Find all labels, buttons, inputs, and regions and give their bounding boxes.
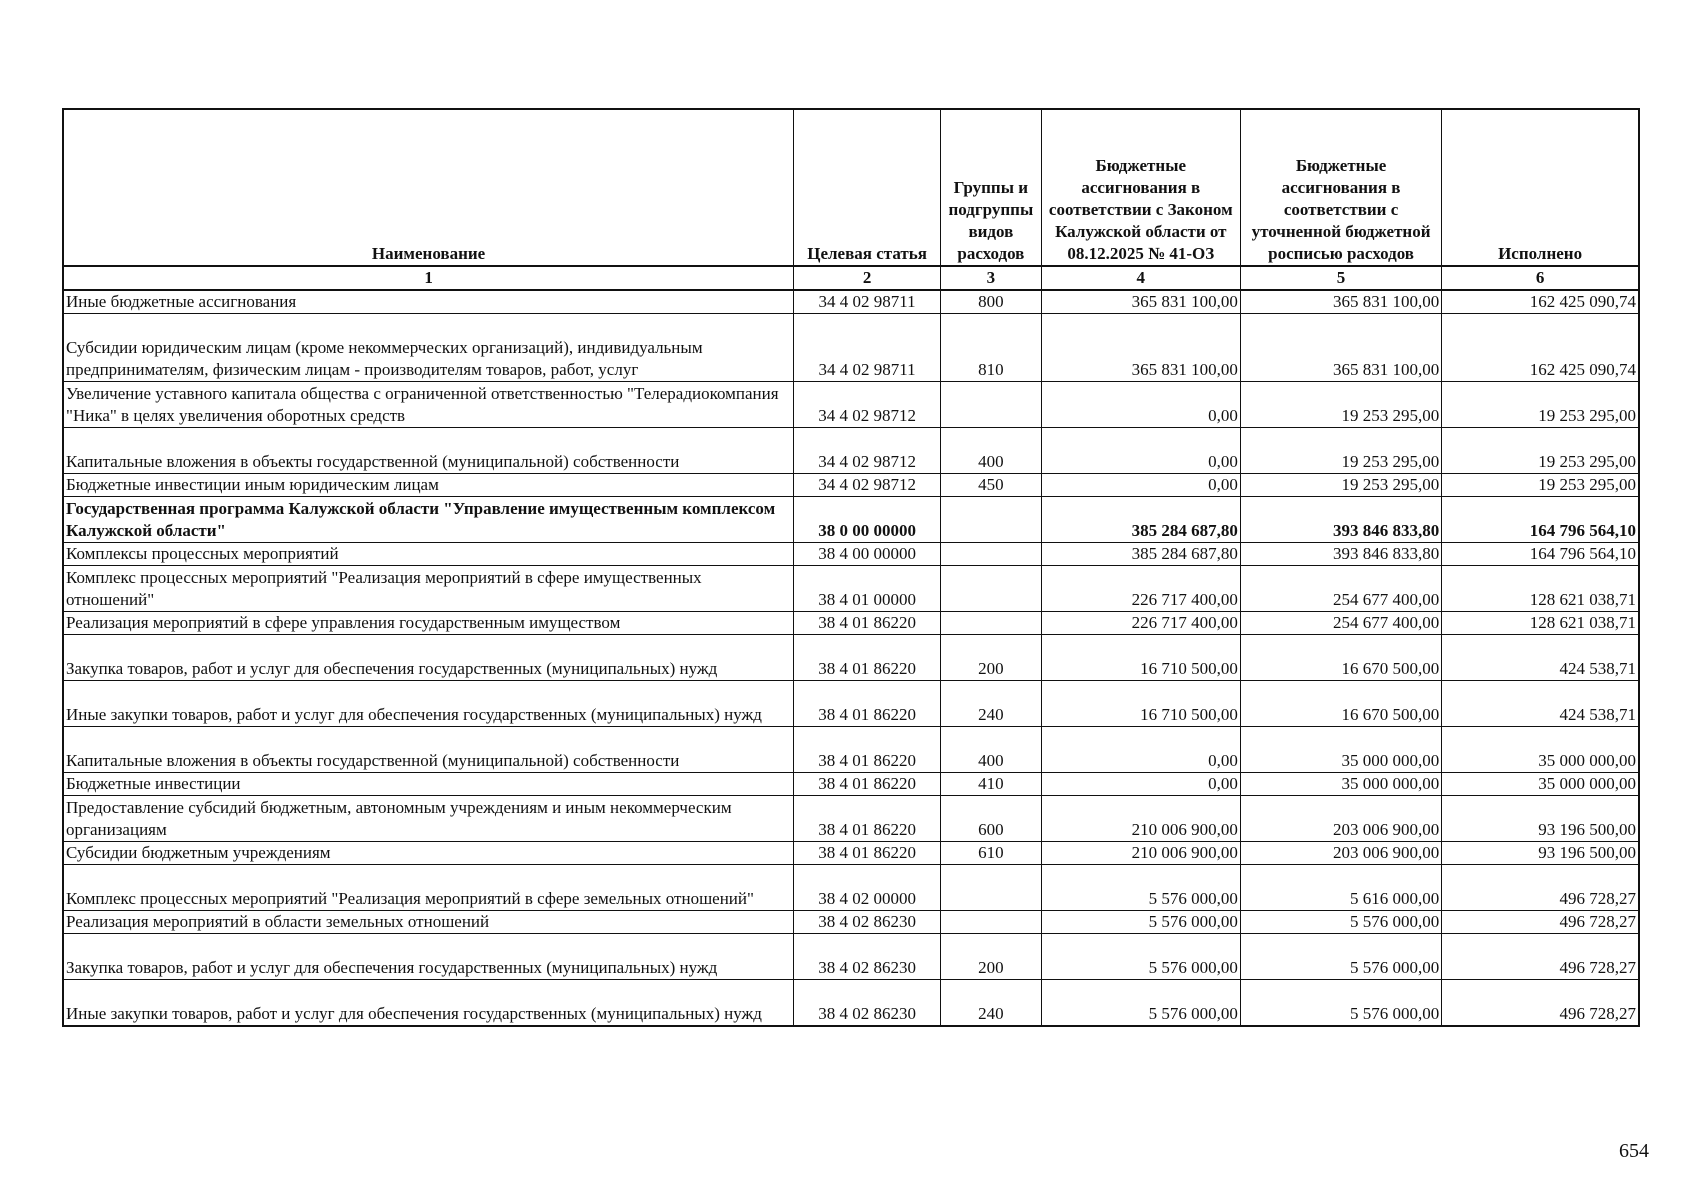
row-law-amount: 5 576 000,00 <box>1041 911 1240 934</box>
row-executed-amount: 496 728,27 <box>1442 934 1639 980</box>
row-refined-amount: 35 000 000,00 <box>1240 773 1441 796</box>
row-expense-group: 240 <box>941 681 1042 727</box>
row-expense-group: 200 <box>941 635 1042 681</box>
row-law-amount: 16 710 500,00 <box>1041 681 1240 727</box>
column-number-row <box>63 266 1639 290</box>
table-row <box>63 842 1639 865</box>
row-law-amount: 210 006 900,00 <box>1041 842 1240 865</box>
row-expense-group <box>941 612 1042 635</box>
table-row <box>63 290 1639 314</box>
row-name: Предоставление субсидий бюджетным, автономным учреждениям и иным некоммерческим организациям <box>63 796 794 842</box>
row-law-amount: 365 831 100,00 <box>1041 290 1240 314</box>
row-refined-amount: 19 253 295,00 <box>1240 474 1441 497</box>
row-law-amount: 226 717 400,00 <box>1041 612 1240 635</box>
row-name: Закупка товаров, работ и услуг для обеспечения государственных (муниципальных) нужд <box>63 934 794 980</box>
table-row <box>63 934 1639 980</box>
row-refined-amount: 393 846 833,80 <box>1240 497 1441 543</box>
row-law-amount: 0,00 <box>1041 474 1240 497</box>
row-name: Капитальные вложения в объекты государственной (муниципальной) собственности <box>63 428 794 474</box>
row-executed-amount: 19 253 295,00 <box>1442 382 1639 428</box>
row-law-amount: 385 284 687,80 <box>1041 543 1240 566</box>
row-executed-amount: 128 621 038,71 <box>1442 566 1639 612</box>
row-refined-amount: 254 677 400,00 <box>1240 612 1441 635</box>
header-executed: Исполнено <box>1442 109 1639 266</box>
row-expense-group <box>941 865 1042 911</box>
row-target-code: 34 4 02 98712 <box>794 428 941 474</box>
row-expense-group: 400 <box>941 428 1042 474</box>
row-target-code: 34 4 02 98712 <box>794 474 941 497</box>
row-expense-group: 400 <box>941 727 1042 773</box>
row-target-code: 38 4 01 86220 <box>794 681 941 727</box>
table-row <box>63 980 1639 1026</box>
header-law: Бюджетные ассигнования в соответствии с Законом Калужской области от 08.12.2025 № 41-ОЗ <box>1041 109 1240 266</box>
row-executed-amount: 35 000 000,00 <box>1442 727 1639 773</box>
row-executed-amount: 424 538,71 <box>1442 635 1639 681</box>
row-target-code: 34 4 02 98711 <box>794 290 941 314</box>
row-refined-amount: 19 253 295,00 <box>1240 428 1441 474</box>
row-expense-group <box>941 911 1042 934</box>
row-target-code: 38 0 00 00000 <box>794 497 941 543</box>
header-refined: Бюджетные ассигнования в соответствии с уточненной бюджетной росписью расходов <box>1240 109 1441 266</box>
row-expense-group: 200 <box>941 934 1042 980</box>
row-expense-group: 240 <box>941 980 1042 1026</box>
row-executed-amount: 164 796 564,10 <box>1442 543 1639 566</box>
column-number: 4 <box>1041 266 1240 290</box>
row-expense-group: 610 <box>941 842 1042 865</box>
row-name: Закупка товаров, работ и услуг для обеспечения государственных (муниципальных) нужд <box>63 635 794 681</box>
row-name: Капитальные вложения в объекты государственной (муниципальной) собственности <box>63 727 794 773</box>
row-target-code: 38 4 02 86230 <box>794 934 941 980</box>
table-row <box>63 382 1639 428</box>
row-target-code: 38 4 02 00000 <box>794 865 941 911</box>
table-row <box>63 566 1639 612</box>
column-number: 1 <box>63 266 794 290</box>
table-row <box>63 314 1639 382</box>
row-executed-amount: 93 196 500,00 <box>1442 796 1639 842</box>
row-name: Комплексы процессных мероприятий <box>63 543 794 566</box>
row-name: Иные закупки товаров, работ и услуг для обеспечения государственных (муниципальных) нужд <box>63 980 794 1026</box>
row-target-code: 38 4 01 86220 <box>794 612 941 635</box>
row-executed-amount: 93 196 500,00 <box>1442 842 1639 865</box>
row-refined-amount: 16 670 500,00 <box>1240 681 1441 727</box>
row-executed-amount: 19 253 295,00 <box>1442 428 1639 474</box>
row-expense-group <box>941 566 1042 612</box>
row-expense-group: 800 <box>941 290 1042 314</box>
header-row <box>63 109 1639 266</box>
row-expense-group: 450 <box>941 474 1042 497</box>
row-law-amount: 0,00 <box>1041 428 1240 474</box>
row-refined-amount: 203 006 900,00 <box>1240 842 1441 865</box>
row-refined-amount: 19 253 295,00 <box>1240 382 1441 428</box>
row-name: Бюджетные инвестиции иным юридическим лицам <box>63 474 794 497</box>
row-executed-amount: 128 621 038,71 <box>1442 612 1639 635</box>
row-target-code: 38 4 01 86220 <box>794 635 941 681</box>
row-target-code: 38 4 00 00000 <box>794 543 941 566</box>
table-row <box>63 773 1639 796</box>
row-expense-group <box>941 543 1042 566</box>
row-law-amount: 5 576 000,00 <box>1041 865 1240 911</box>
row-refined-amount: 5 576 000,00 <box>1240 934 1441 980</box>
row-refined-amount: 5 616 000,00 <box>1240 865 1441 911</box>
table-row <box>63 727 1639 773</box>
row-executed-amount: 19 253 295,00 <box>1442 474 1639 497</box>
row-name: Увеличение уставного капитала общества с ограниченной ответственностью "Телерадиокомпания "Ника" в целях увеличения оборотных средств <box>63 382 794 428</box>
row-name: Реализация мероприятий в сфере управления государственным имуществом <box>63 612 794 635</box>
row-refined-amount: 35 000 000,00 <box>1240 727 1441 773</box>
row-expense-group: 600 <box>941 796 1042 842</box>
row-target-code: 38 4 01 86220 <box>794 773 941 796</box>
row-target-code: 34 4 02 98712 <box>794 382 941 428</box>
row-target-code: 38 4 02 86230 <box>794 911 941 934</box>
table-row <box>63 911 1639 934</box>
row-law-amount: 226 717 400,00 <box>1041 566 1240 612</box>
row-executed-amount: 35 000 000,00 <box>1442 773 1639 796</box>
table-row <box>63 474 1639 497</box>
row-name: Иные закупки товаров, работ и услуг для обеспечения государственных (муниципальных) нужд <box>63 681 794 727</box>
row-name: Бюджетные инвестиции <box>63 773 794 796</box>
row-target-code: 38 4 01 86220 <box>794 796 941 842</box>
row-law-amount: 0,00 <box>1041 773 1240 796</box>
row-refined-amount: 16 670 500,00 <box>1240 635 1441 681</box>
row-refined-amount: 365 831 100,00 <box>1240 314 1441 382</box>
row-law-amount: 16 710 500,00 <box>1041 635 1240 681</box>
row-executed-amount: 496 728,27 <box>1442 980 1639 1026</box>
row-refined-amount: 393 846 833,80 <box>1240 543 1441 566</box>
row-refined-amount: 254 677 400,00 <box>1240 566 1441 612</box>
row-executed-amount: 162 425 090,74 <box>1442 314 1639 382</box>
row-refined-amount: 365 831 100,00 <box>1240 290 1441 314</box>
header-name: Наименование <box>63 109 794 266</box>
table-row <box>63 543 1639 566</box>
column-number: 5 <box>1240 266 1441 290</box>
row-executed-amount: 162 425 090,74 <box>1442 290 1639 314</box>
column-number: 6 <box>1442 266 1639 290</box>
row-expense-group: 410 <box>941 773 1042 796</box>
row-law-amount: 210 006 900,00 <box>1041 796 1240 842</box>
row-law-amount: 5 576 000,00 <box>1041 934 1240 980</box>
row-name: Государственная программа Калужской области "Управление имущественным комплексом Калужской области" <box>63 497 794 543</box>
table-row <box>63 428 1639 474</box>
row-target-code: 38 4 01 00000 <box>794 566 941 612</box>
page-number: 654 <box>1619 1140 1649 1162</box>
row-law-amount: 385 284 687,80 <box>1041 497 1240 543</box>
row-name: Иные бюджетные ассигнования <box>63 290 794 314</box>
row-law-amount: 365 831 100,00 <box>1041 314 1240 382</box>
row-law-amount: 0,00 <box>1041 727 1240 773</box>
row-law-amount: 0,00 <box>1041 382 1240 428</box>
table-row <box>63 497 1639 543</box>
row-expense-group <box>941 497 1042 543</box>
row-target-code: 38 4 01 86220 <box>794 842 941 865</box>
table-row <box>63 635 1639 681</box>
table-row <box>63 612 1639 635</box>
row-target-code: 38 4 01 86220 <box>794 727 941 773</box>
row-name: Субсидии юридическим лицам (кроме некоммерческих организаций), индивидуальным предпринимателям, физическим лицам - производителям товаров, работ, услуг <box>63 314 794 382</box>
row-expense-group <box>941 382 1042 428</box>
table-row <box>63 796 1639 842</box>
table-row <box>63 865 1639 911</box>
column-number: 3 <box>941 266 1042 290</box>
row-executed-amount: 424 538,71 <box>1442 681 1639 727</box>
row-name: Комплекс процессных мероприятий "Реализация мероприятий в сфере имущественных отношений" <box>63 566 794 612</box>
header-group: Группы и подгруппы видов расходов <box>941 109 1042 266</box>
column-number: 2 <box>794 266 941 290</box>
row-name: Комплекс процессных мероприятий "Реализация мероприятий в сфере земельных отношений" <box>63 865 794 911</box>
row-refined-amount: 5 576 000,00 <box>1240 911 1441 934</box>
table-row <box>63 681 1639 727</box>
row-refined-amount: 203 006 900,00 <box>1240 796 1441 842</box>
row-name: Субсидии бюджетным учреждениям <box>63 842 794 865</box>
row-name: Реализация мероприятий в области земельных отношений <box>63 911 794 934</box>
row-executed-amount: 496 728,27 <box>1442 865 1639 911</box>
budget-table <box>62 108 1640 1027</box>
row-executed-amount: 496 728,27 <box>1442 911 1639 934</box>
row-target-code: 34 4 02 98711 <box>794 314 941 382</box>
row-executed-amount: 164 796 564,10 <box>1442 497 1639 543</box>
row-expense-group: 810 <box>941 314 1042 382</box>
row-refined-amount: 5 576 000,00 <box>1240 980 1441 1026</box>
row-law-amount: 5 576 000,00 <box>1041 980 1240 1026</box>
row-target-code: 38 4 02 86230 <box>794 980 941 1026</box>
header-code: Целевая статья <box>794 109 941 266</box>
